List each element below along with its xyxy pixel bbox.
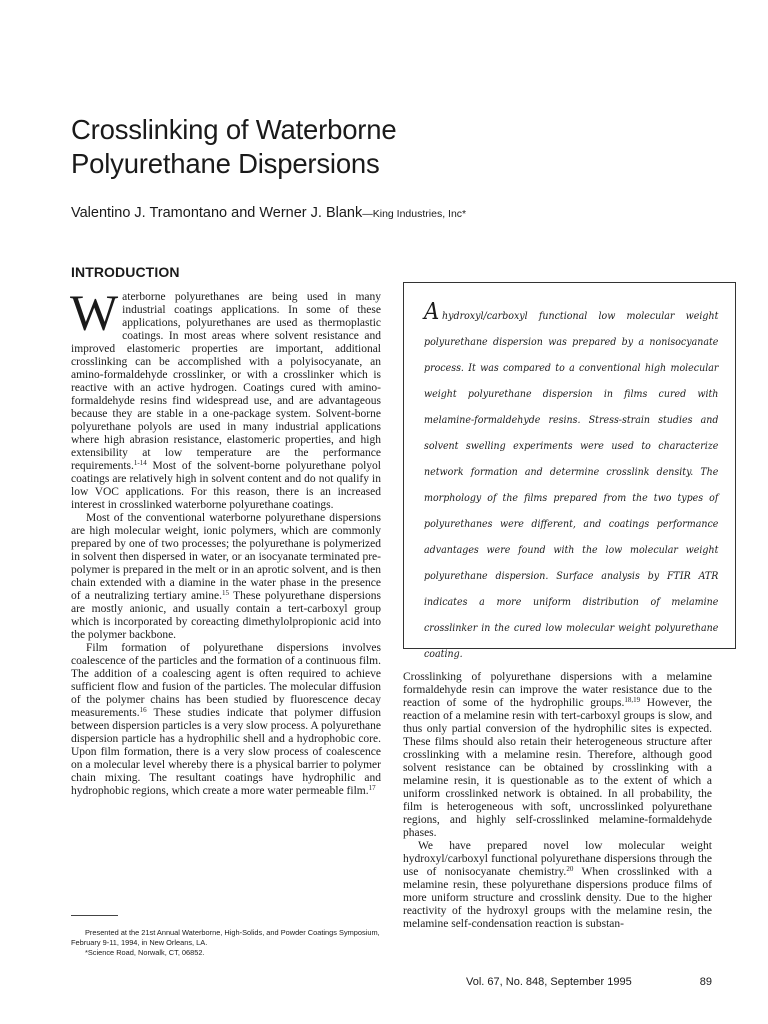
paragraph-1-text: aterborne polyurethanes are being used in many industrial coatings applications. In some of these applications, polyurethanes are used as thermoplastic coatings. In most areas where solvent resistance and improved elastomeric properties are important, additional crosslinking can be accomplished with a polyisocyanate, an amino-formaldehyde crosslinker, or with a crosslinker which is reactive with an active hydrogen. Coatings cured with amino-formaldehyde resins find widespread use, and are advantageous because they are stable in a one-package system. Solvent-borne polyurethane polyols are used in many industrial applications where high abrasion resistance, elastomeric properties, and high extensibility at low temperature are the performance requirements. xyxy=(71,291,381,472)
right-paragraph-2-tail: When crosslinked with a melamine resin, these polyurethane dispersions produce films of more uniform structure and crosslink density. Due to the higher reactivity of the hydroxyl groups with the melamine resin, the melamine self-condensation reaction is substan- xyxy=(403,866,713,930)
footnotes xyxy=(71,928,381,958)
right-column xyxy=(403,671,712,931)
abstract xyxy=(424,299,719,667)
abstract-text: hydroxyl/carboxyl functional low molecular weight polyurethane dispersion was prepared by a nonisocyanate process. It was compared to a conventional high molecular weight polyurethane dispersion in films cured with melamine-formaldehyde resins. Stress-strain studies and solvent swelling experiments were used to characterize network formation and determine crosslink density. The morphology of the films prepared from the two types of polyurethanes were different, and coatings performance advantages were found with the low molecular weight polyurethane dispersion. Surface analysis by FTIR ATR indicates a more uniform distribution of melamine crosslinker in the cured low molecular weight polyurethane coating. xyxy=(424,310,719,660)
affiliation: —King Industries, Inc* xyxy=(362,208,467,220)
paragraph-3-tail: These studies indicate that polymer diffusion between dispersion particles is a very slow process. A polyurethane dispersion particle has a hydrophilic shell and a hydrophobic core. Upon film formation, there is a very slow process of coalescence on a molecular level whereby there is a physical barrier to polymer chain mixing. The resultant coatings have hydrophilic and hydrophobic regions, which create a more water permeable film. xyxy=(71,707,381,797)
journal-citation: Vol. 67, No. 848, September 1995 xyxy=(466,976,632,988)
footnote-rule xyxy=(71,915,118,916)
section-heading: INTRODUCTION xyxy=(71,264,180,280)
paragraph-2 xyxy=(71,512,381,642)
right-paragraph-1 xyxy=(403,671,712,840)
paragraph-2-tail: These polyurethane dispersions are mostly anionic, and usually contain a tert-carboxyl group which is incorporated by coreacting dimethylolpropionic acid into the polymer backbone. xyxy=(71,590,381,641)
right-paragraph-1-text: Crosslinking of polyurethane dispersions with a melamine formaldehyde resin can improve the water resistance due to the reaction of some of the hydrophilic groups. xyxy=(403,671,712,709)
right-paragraph-2 xyxy=(403,840,712,931)
title-line-1: Crosslinking of Waterborne xyxy=(71,114,397,145)
right-paragraph-1-tail: However, the reaction of a melamine resin with tert-carboxyl groups is slow, and thus only partial conversion of the hydrophilic sites is expected. These films should also retain their heterogeneous structure after crosslinking with a melamine resin. Therefore, although good solvent resistance can be obtained by crosslinking with a melamine resin, it is questionable as to the extent of which a uniform crosslinked network is obtained. In all probability, the film is heterogeneous with soft, uncrosslinked polyurethane regions, and highly self-crosslinked melamine-formaldehyde phases. xyxy=(403,697,712,839)
footnote-1: Presented at the 21st Annual Waterborne, High-Solids, and Powder Coatings Symposium, February 9-11, 1994, in New Orleans, LA. xyxy=(71,928,380,947)
right-paragraph-2-text: We have prepared novel low molecular weight hydroxyl/carboxyl functional polyurethane dispersions through the use of nonisocyanate chemistry. xyxy=(403,840,712,878)
article-title xyxy=(71,113,691,181)
abstract-box xyxy=(403,282,736,660)
footnote-2: *Science Road, Norwalk, CT, 06852. xyxy=(85,948,205,957)
byline xyxy=(71,205,731,221)
citation: 1-14 xyxy=(133,459,147,467)
citation: 17 xyxy=(368,784,376,792)
citation: 18,19 xyxy=(624,696,641,704)
drop-cap: W xyxy=(70,286,119,342)
paragraph-3 xyxy=(71,642,381,798)
paragraph-2-text: Most of the conventional waterborne polyurethane dispersions are high molecular weight, ionic polymers, which are commonly prepared by one of two processes; the polyurethane is polymerized in solvent then dispersed in water, or an isocyanate terminated pre-polymer is prepared in the melt or in an aprotic solvent, and is then chain extended with a diamine in the water phase in the presence of a neutralizing tertiary amine. xyxy=(71,512,381,602)
abstract-initial: A xyxy=(424,299,440,325)
paragraph-3-text: Film formation of polyurethane dispersions involves coalescence of the particles and the formation of a continuous film. The addition of a coalescing agent is often required to achieve sufficient flow and fusion of the particles. The molecular diffusion of the polymer chains has been studied by fluorescence decay measurements. xyxy=(71,642,381,719)
citation: 16 xyxy=(139,706,147,714)
paragraph-1 xyxy=(70,286,381,512)
citation: 15 xyxy=(222,589,230,597)
page-number: 89 xyxy=(699,976,712,988)
page-footer xyxy=(466,976,712,988)
authors: Valentino J. Tramontano and Werner J. Blank xyxy=(71,205,363,221)
title-line-2: Polyurethane Dispersions xyxy=(71,148,380,179)
citation: 20 xyxy=(566,865,574,873)
left-column xyxy=(70,286,381,798)
paragraph-1-tail: Most of the solvent-borne polyurethane polyol coatings are relatively high in solvent content and do not qualify in low VOC applications. For this reason, there is an increased interest in crosslinked waterborne polyurethane coatings. xyxy=(71,460,381,511)
